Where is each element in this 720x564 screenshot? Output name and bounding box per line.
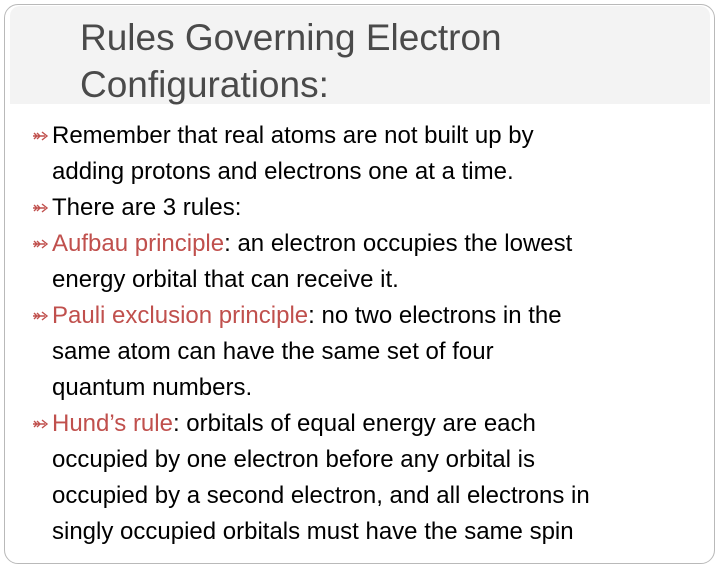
bullet-line: [52, 406, 712, 442]
bullet-list: [32, 118, 712, 550]
bullet-item: [32, 406, 712, 550]
term-pauli: Pauli exclusion principle: [52, 302, 309, 329]
bullet-item: [32, 118, 712, 190]
term-definition: : an electron occupies the lowest: [224, 230, 573, 257]
bullet-line: occupied by one electron before any orbital is: [52, 446, 535, 473]
bullet-item: [32, 190, 712, 226]
bullet-line: [52, 226, 712, 262]
term-definition: : no two electrons in the: [308, 302, 562, 329]
feather-arrow-icon: [32, 237, 50, 251]
title-line-1: Rules Governing Electron: [80, 17, 502, 58]
bullet-line: adding protons and electrons one at a time.: [52, 158, 514, 185]
bullet-line: There are 3 rules:: [52, 194, 242, 221]
bullet-item: [32, 298, 712, 406]
bullet-line: [52, 298, 712, 334]
bullet-line: occupied by a second electron, and all electrons in: [52, 482, 590, 509]
bullet-line: energy orbital that can receive it.: [52, 266, 399, 293]
feather-arrow-icon: [32, 309, 50, 323]
term-hund: Hund’s rule: [52, 410, 173, 437]
bullet-item: [32, 226, 712, 298]
slide-title: [80, 14, 502, 108]
term-aufbau: Aufbau principle: [52, 230, 225, 257]
title-line-2: Configurations:: [80, 64, 329, 105]
bullet-line: Remember that real atoms are not built up by: [52, 122, 534, 149]
feather-arrow-icon: [32, 129, 50, 143]
bullet-line: singly occupied orbitals must have the same spin: [52, 518, 574, 545]
bullet-line: quantum numbers.: [52, 374, 253, 401]
feather-arrow-icon: [32, 417, 50, 431]
feather-arrow-icon: [32, 201, 50, 215]
bullet-line: same atom can have the same set of four: [52, 338, 494, 365]
term-definition: : orbitals of equal energy are each: [172, 410, 536, 437]
